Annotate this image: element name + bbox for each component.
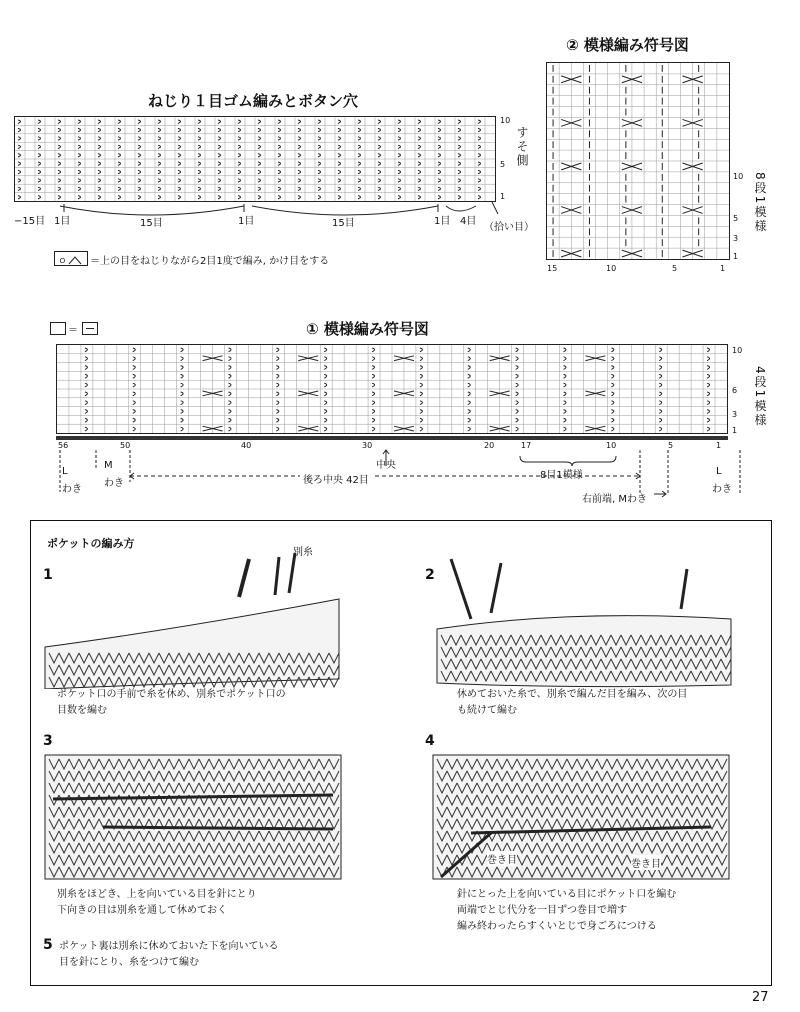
step1-label: 別糸 <box>293 547 313 558</box>
chart2-col-tick: 5 <box>672 264 678 273</box>
step4-illustration <box>431 753 731 883</box>
page-number: 27 <box>752 990 769 1005</box>
step3-caption-line: 別糸をほどき、上を向いている目を針にとり <box>57 889 257 900</box>
chart1-left-L: L <box>62 466 68 477</box>
chart1-title: ① 模様編み符号図 <box>306 320 429 338</box>
chart2-col-tick: 1 <box>720 264 726 273</box>
chart1-row-tick: 10 <box>732 346 743 355</box>
chart1-grid <box>56 344 728 434</box>
chart1-col-tick: 1 <box>716 441 722 450</box>
rib-picked-label: （拾い目） <box>484 222 534 233</box>
chart1-right-L-sub: わき <box>712 484 732 495</box>
legend-purl-box <box>82 322 98 335</box>
rib-row-tick: 5 <box>500 160 506 169</box>
step-number: 1 <box>43 567 53 583</box>
chart1-center-label: 中央 <box>376 460 396 471</box>
chart1-left-M-sub: わき <box>104 478 124 489</box>
step2-caption-line: も続けて編む <box>457 705 517 716</box>
step4-label-b: 巻き目 <box>631 855 661 870</box>
step4-caption <box>457 887 676 935</box>
step1-caption-line: ポケット口の手前で糸を休め、別糸でポケット口の <box>57 689 286 700</box>
pocket-title: ポケットの編み方 <box>47 537 135 550</box>
chart2-symbols <box>547 63 729 259</box>
step3-illustration <box>43 753 343 883</box>
step5-caption <box>59 939 279 971</box>
step2-caption-line: 休めておいた糸で、別糸で編んだ目を編み、次の目 <box>457 689 688 700</box>
svg-text:ㅇ: ㅇ <box>58 257 67 267</box>
chart1-col-tick: 50 <box>120 441 131 450</box>
chart1-row-tick: 3 <box>732 410 738 419</box>
chart1-back-center-label: 後ろ中央 42目 <box>300 471 372 486</box>
chart1-col-tick: 56 <box>58 441 69 450</box>
step1-illustration <box>39 549 349 689</box>
twist-k2tog-yo-icon <box>55 254 87 267</box>
rib-legend-symbol <box>54 251 88 266</box>
rib-title: ねじり１目ゴム編みとボタン穴 <box>148 92 359 110</box>
chart1-right-front-label: 右前端, Mわき <box>582 494 647 505</box>
rib-bottom-label: 15目 <box>140 218 163 229</box>
step-number: 4 <box>425 733 435 749</box>
step4-caption-line: 編み終わったらすくいとじで身ごろにつける <box>457 921 657 932</box>
chart1-row-tick: 6 <box>732 386 738 395</box>
chart1-row-tick: 1 <box>732 426 738 435</box>
chart1-col-tick: 10 <box>606 441 617 450</box>
chart2-row-tick: 5 <box>733 214 739 223</box>
rib-row-tick: 10 <box>500 116 511 125</box>
chart2-col-tick: 15 <box>547 264 558 273</box>
step-number: 3 <box>43 733 53 749</box>
chart1-left-L-sub: わき <box>62 484 82 495</box>
step4-label-a: 巻き目 <box>487 851 517 866</box>
chart1-repeat-label: 8目1模様 <box>540 470 583 481</box>
rib-side-label: すそ側 <box>515 126 529 168</box>
chart1-col-tick: 20 <box>484 441 495 450</box>
rib-bottom-label: 1目 <box>238 216 255 227</box>
rib-bottom-label: 1目 <box>434 216 451 227</box>
pocket-panel <box>30 520 772 986</box>
rib-bottom-label: 15目 <box>332 218 355 229</box>
rib-bottom-label: 4目 <box>460 216 477 227</box>
rib-grid <box>14 116 496 202</box>
chart2-title: ② 模様編み符号図 <box>566 36 689 54</box>
legend-eq: ＝ <box>68 325 78 336</box>
step2-caption <box>457 687 687 719</box>
chart1-dimension-lines <box>0 440 800 500</box>
chart2-row-tick: 3 <box>733 234 739 243</box>
chart1-col-tick: 5 <box>668 441 674 450</box>
chart1-col-tick: 17 <box>521 441 532 450</box>
rib-legend-text: ＝上の目をねじりながら2目1度で編み, かけ目をする <box>90 256 330 267</box>
step5-caption-line: ポケット裏は別糸に休めておいた下を向いている <box>59 941 279 952</box>
step4-caption-line: 針にとった上を向いている目にポケット口を編む <box>457 889 677 900</box>
step1-caption-line: 目数を編む <box>57 705 107 716</box>
step5-caption-line: 目を針にとり、糸をつけて編む <box>59 957 199 968</box>
chart1-symbols <box>57 345 727 433</box>
chart1-left-M: M <box>104 460 113 471</box>
rib-symbols <box>15 117 495 201</box>
chart2-side-label: 8段1模様 <box>753 172 767 234</box>
step4-caption-line: 両端でとじ代分を一目ずつ巻目で増す <box>457 905 627 916</box>
chart1-col-tick: 30 <box>362 441 373 450</box>
step2-illustration <box>431 549 741 689</box>
chart2-grid <box>546 62 730 260</box>
legend-blank-box <box>50 322 66 335</box>
step-number: 5 <box>43 937 53 953</box>
step3-caption-line: 下向きの目は別糸を通して休めておく <box>57 905 227 916</box>
rib-bottom-label: 1目 <box>54 216 71 227</box>
chart2-col-tick: 10 <box>606 264 617 273</box>
chart1-col-tick: 40 <box>241 441 252 450</box>
step1-caption <box>57 687 286 719</box>
step-number: 2 <box>425 567 435 583</box>
rib-bottom-label: −15目 <box>14 216 46 227</box>
chart1-side-label: 4段1模様 <box>753 366 767 428</box>
chart1-right-L: L <box>716 466 722 477</box>
step3-caption <box>57 887 257 919</box>
chart2-row-tick: 10 <box>733 172 744 181</box>
rib-row-tick: 1 <box>500 192 506 201</box>
chart2-row-tick: 1 <box>733 252 739 261</box>
